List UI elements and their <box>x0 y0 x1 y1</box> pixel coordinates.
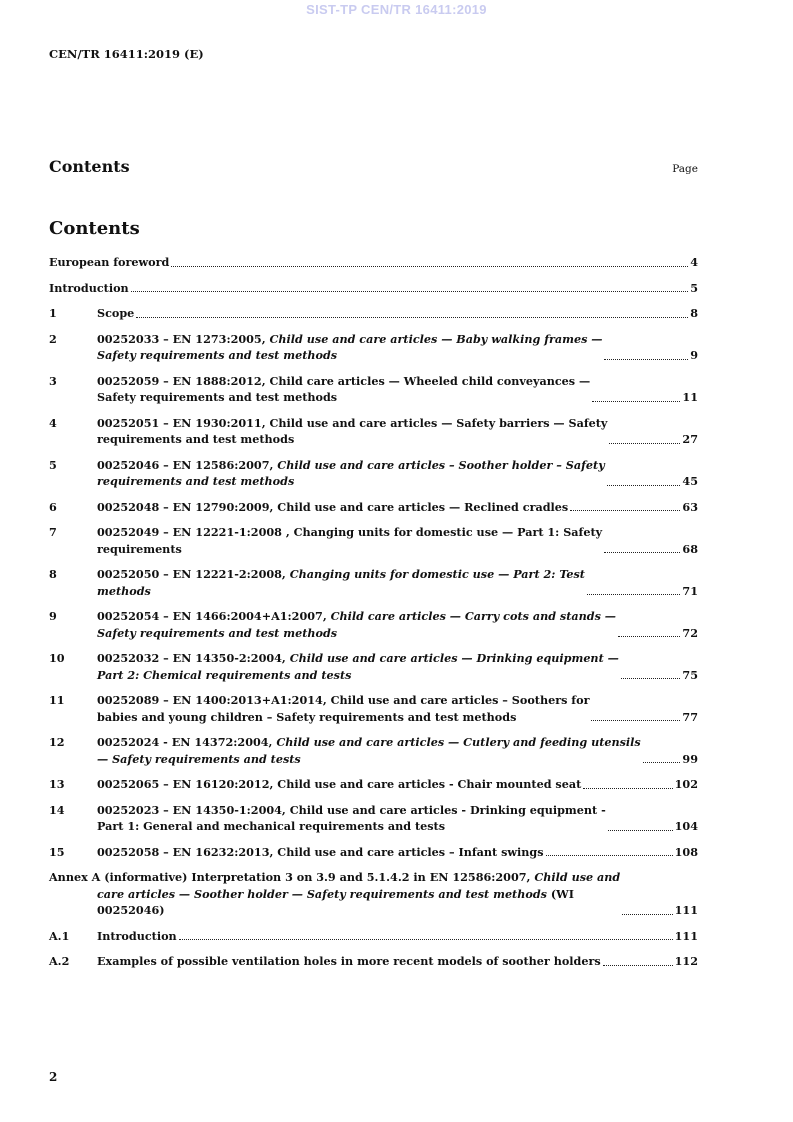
toc-page-number: 45 <box>682 474 698 488</box>
toc-entry-italic-title: Child use and care articles — Baby walking frames — <box>269 331 603 346</box>
toc-entry-title: 00252065 – EN 16120:2012, Child use and care articles - Chair mounted seat <box>97 777 582 791</box>
toc-page-number: 9 <box>690 348 698 362</box>
toc-annex-title <box>49 869 620 919</box>
toc-page-number: 71 <box>682 583 698 598</box>
toc-entry-number: 11 <box>49 693 65 707</box>
watermark: SIST-TP CEN/TR 16411:2019 <box>306 2 487 17</box>
toc-annex-italic-cont: care articles — Soother holder — Safety requirements and test methods <box>97 886 547 901</box>
toc-entry[interactable] <box>49 280 698 297</box>
toc-entry-italic-title-cont: Safety requirements and test methods <box>97 625 338 640</box>
toc-entry[interactable] <box>49 524 698 557</box>
toc-page-number: 102 <box>674 777 698 791</box>
toc-entry-number: 8 <box>49 567 57 581</box>
toc-entry-line2: Safety requirements and test methods <box>97 390 338 404</box>
toc-entry-title: 00252048 – EN 12790:2009, Child use and care articles — Reclined cradles <box>97 499 569 514</box>
dot-leader <box>621 678 681 679</box>
toc-entry[interactable] <box>49 844 698 861</box>
toc-entry[interactable] <box>49 254 698 271</box>
toc-entry-line2: babies and young children – Safety requirements and test methods <box>97 709 517 724</box>
dot-leader <box>591 720 680 721</box>
toc-entry-title <box>97 373 590 406</box>
toc-entry-number: 14 <box>49 802 65 817</box>
toc-entry-prefix: 00252033 – EN 1273:2005, <box>97 331 270 346</box>
toc-entry-number: 6 <box>49 499 57 514</box>
dot-leader <box>604 359 688 360</box>
toc-entry-number: 9 <box>49 609 57 623</box>
dot-leader <box>570 510 680 511</box>
toc-entry-line1: 00252049 – EN 12221-1:2008 , Changing units for domestic use — Part 1: Safety <box>97 525 603 539</box>
toc-entry-line2: requirements <box>97 541 182 556</box>
toc-entry-number: 12 <box>49 735 65 749</box>
toc-entry-italic-title-cont: — Safety requirements and tests <box>97 751 301 766</box>
toc-annex-wi: (WI <box>546 886 574 901</box>
dot-leader <box>179 939 673 940</box>
dot-leader <box>622 914 672 915</box>
toc-entry-line1: 00252089 – EN 1400:2013+A1:2014, Child use and care articles – Soothers for <box>97 693 590 707</box>
toc-entry-number: 4 <box>49 415 57 430</box>
toc-page-number: 5 <box>690 280 698 295</box>
toc-entry-title <box>97 457 605 490</box>
toc-entry-italic-title-cont: requirements and test methods <box>97 474 295 488</box>
toc-entry-title: Scope <box>97 306 135 320</box>
toc-entry-line1: 00252051 – EN 1930:2011, Child use and care articles — Safety barriers — Safety <box>97 415 608 430</box>
toc-page-number: 8 <box>690 306 698 320</box>
document-id: CEN/TR 16411:2019 (E) <box>49 47 204 61</box>
toc-entry-italic-title: Child use and care articles – Soother holder – Safety <box>277 457 605 472</box>
toc-entry-number: A.1 <box>49 928 70 943</box>
toc-entry-line2: Part 1: General and mechanical requirements and tests <box>97 819 446 833</box>
toc-page-number: 68 <box>682 541 698 556</box>
toc-page-number: 72 <box>682 625 698 640</box>
toc-entry-title <box>97 802 606 835</box>
toc-entry-italic-title-cont: methods <box>97 583 151 598</box>
dot-leader <box>592 401 680 402</box>
toc-entry-title <box>97 692 589 725</box>
toc-entry-italic-title: Child care articles — Carry cots and stands — <box>330 609 616 623</box>
contents-heading-secondary: Contents <box>49 218 140 239</box>
toc-page-number: 63 <box>682 499 698 514</box>
toc-entry[interactable] <box>49 608 698 641</box>
toc-entry[interactable] <box>49 566 698 599</box>
toc-entry[interactable] <box>49 373 698 406</box>
toc-page-number: 108 <box>674 844 698 859</box>
toc-entry-title <box>97 415 607 448</box>
toc-annex-entry[interactable] <box>49 869 698 919</box>
toc-entry-number: 10 <box>49 651 65 665</box>
toc-entry-title: 00252058 – EN 16232:2013, Child use and care articles – Infant swings <box>97 844 544 859</box>
toc-entry-title <box>97 608 616 641</box>
dot-leader <box>609 443 680 444</box>
dot-leader <box>546 855 673 856</box>
toc-entry-title <box>97 566 585 599</box>
dot-leader <box>608 830 673 831</box>
toc-entry-line1: 00252059 – EN 1888:2012, Child care articles — Wheeled child conveyances — <box>97 373 591 388</box>
toc-page-number: 111 <box>674 903 698 917</box>
toc-entry-line1: 00252023 – EN 14350-1:2004, Child use and care articles - Drinking equipment - <box>97 802 606 817</box>
toc-entry-number: 1 <box>49 306 57 320</box>
toc-annex-line3: 00252046) <box>97 903 165 917</box>
dot-leader <box>136 317 688 318</box>
toc-page-number: 112 <box>674 954 698 968</box>
toc-entry[interactable] <box>49 499 698 516</box>
toc-entry[interactable] <box>49 692 698 725</box>
dot-leader <box>607 485 681 486</box>
toc-entry[interactable] <box>49 776 698 793</box>
toc-entry-number: 15 <box>49 844 65 859</box>
dot-leader <box>604 552 680 553</box>
toc-entry[interactable] <box>49 734 698 767</box>
toc-entry-title: Introduction <box>49 280 129 295</box>
toc-entry-number: A.2 <box>49 954 70 968</box>
toc-entry-line2: requirements and test methods <box>97 432 295 446</box>
toc-annex-prefix: Annex A (informative) Interpretation 3 on 3.9 and 5.1.4.2 in EN 12586:2007, <box>49 870 535 884</box>
toc-entry-italic-title-cont: Part 2: Chemical requirements and tests <box>97 667 352 682</box>
toc-entry-number: 7 <box>49 525 57 539</box>
contents-heading: Contents <box>49 157 130 176</box>
toc-entry[interactable] <box>49 331 698 364</box>
toc-entry-italic-title: Changing units for domestic use — Part 2: Test <box>289 567 585 581</box>
toc-entry-title <box>97 650 619 683</box>
toc-annex-italic: Child use and <box>534 870 621 884</box>
page-column-label: Page <box>672 163 698 175</box>
dot-leader <box>618 636 680 637</box>
page-number: 2 <box>49 1070 58 1084</box>
toc-entry[interactable] <box>49 953 698 970</box>
toc-entry-italic-title: Child use and care articles — Drinking equipment — <box>289 651 619 665</box>
toc-entry-italic-title: Child use and care articles — Cutlery and feeding utensils <box>276 735 641 749</box>
toc-page-number: 4 <box>690 255 698 269</box>
toc-entry-prefix: 00252024 - EN 14372:2004, <box>97 735 277 749</box>
toc-entry-title: Examples of possible ventilation holes in more recent models of soother holders <box>97 954 601 968</box>
toc-entry[interactable] <box>49 305 698 322</box>
toc-entry-title: European foreword <box>49 255 170 269</box>
toc-page-number: 77 <box>682 709 698 724</box>
toc-entry-title: Introduction <box>97 928 177 943</box>
toc-entry[interactable] <box>49 415 698 448</box>
toc-entry[interactable] <box>49 928 698 945</box>
toc-page-number: 75 <box>682 667 698 682</box>
toc-entry-number: 13 <box>49 777 65 791</box>
toc-entry[interactable] <box>49 650 698 683</box>
dot-leader <box>131 291 689 292</box>
dot-leader <box>583 788 672 789</box>
toc-entry-italic-title-cont: Safety requirements and test methods <box>97 348 338 362</box>
toc-page-number: 111 <box>674 928 698 943</box>
dot-leader <box>171 266 688 267</box>
toc-page-number: 104 <box>674 819 698 833</box>
toc-entry-prefix: 00252046 – EN 12586:2007, <box>97 457 278 472</box>
toc-entry-title <box>97 734 641 767</box>
toc-page-number: 99 <box>682 751 698 766</box>
toc-entry-prefix: 00252032 – EN 14350-2:2004, <box>97 651 290 665</box>
toc-entry-number: 3 <box>49 373 57 388</box>
dot-leader <box>603 965 673 966</box>
toc-entry-title <box>97 524 602 557</box>
dot-leader <box>643 762 681 763</box>
dot-leader <box>587 594 680 595</box>
toc-entry[interactable] <box>49 802 698 835</box>
toc-page-number: 27 <box>682 432 698 446</box>
toc-entry-number: 5 <box>49 457 57 472</box>
toc-entry-title <box>97 331 602 364</box>
toc-entry-prefix: 00252054 – EN 1466:2004+A1:2007, <box>97 609 331 623</box>
toc-entry[interactable] <box>49 457 698 490</box>
table-of-contents <box>49 254 698 979</box>
toc-entry-number: 2 <box>49 331 57 346</box>
toc-page-number: 11 <box>682 390 698 404</box>
toc-entry-prefix: 00252050 – EN 12221-2:2008, <box>97 567 290 581</box>
